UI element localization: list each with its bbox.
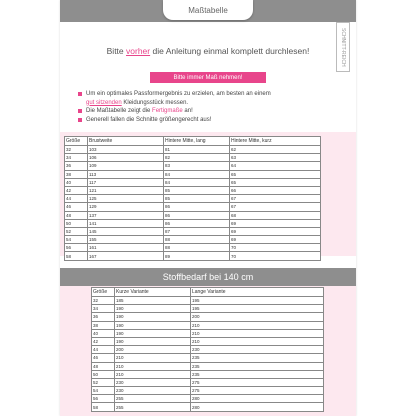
fabric-cell: 54: [92, 387, 115, 395]
measure-cell: 84: [164, 170, 230, 178]
bullet-square-icon: [78, 118, 82, 122]
fabric-cell: 40: [92, 329, 115, 337]
measure-cell: 62: [230, 146, 321, 154]
fabric-row: [92, 378, 324, 386]
measure-row: [65, 252, 321, 260]
measure-cell: 88: [164, 244, 230, 252]
fabric-cell: 210: [115, 354, 191, 362]
measure-cell: 52: [65, 227, 88, 235]
fabric-cell: 58: [92, 403, 115, 411]
fabric-cell: 46: [92, 354, 115, 362]
measure-cell: 113: [88, 170, 164, 178]
fabric-row: [92, 329, 324, 337]
measure-cell: 87: [164, 227, 230, 235]
bullet-2-post: an!: [182, 108, 193, 114]
fabric-cell: 210: [115, 362, 191, 370]
measure-cell: 103: [88, 146, 164, 154]
fabric-cell: 280: [191, 403, 324, 411]
fabric-cell: 200: [115, 346, 191, 354]
measure-cell: 106: [88, 154, 164, 162]
measure-cell: 56: [65, 244, 88, 252]
measure-table: [64, 136, 321, 261]
measure-cell: 161: [88, 244, 164, 252]
bullet-2-pre: Die Maßtabelle zeigt die: [86, 108, 153, 114]
measure-row: [65, 244, 321, 252]
fabric-section-title: Stoffbedarf bei 140 cm: [60, 268, 356, 286]
measure-header-back-short: Hintere Mitte, kurz: [230, 137, 321, 146]
measure-header-back-long: Hintere Mitte, lang: [164, 137, 230, 146]
intro-highlight: vorher: [126, 46, 151, 56]
fabric-cell: 36: [92, 313, 115, 321]
bullet-item-1-cont: [78, 99, 308, 108]
fabric-table: [91, 287, 324, 412]
measure-cell: 65: [230, 178, 321, 186]
measure-cell: 67: [230, 203, 321, 211]
measure-row: [65, 236, 321, 244]
bullet-item-3: [78, 116, 308, 125]
measure-row: [65, 178, 321, 186]
measure-cell: 48: [65, 211, 88, 219]
measure-cell: 85: [164, 186, 230, 194]
fabric-cell: 195: [191, 297, 324, 305]
measure-row: [65, 227, 321, 235]
fabric-cell: 200: [191, 313, 324, 321]
measure-cell: 83: [164, 162, 230, 170]
bullet-2-highlight: Fertigmaße: [152, 108, 183, 114]
measure-cell: 69: [230, 236, 321, 244]
measure-row: [65, 219, 321, 227]
fabric-cell: 275: [191, 387, 324, 395]
brand-logo: SCHNITT-REICH: [336, 22, 350, 72]
measure-cell: 65: [230, 170, 321, 178]
fabric-cell: 32: [92, 297, 115, 305]
measure-cell: 69: [230, 227, 321, 235]
measure-cell: 155: [88, 236, 164, 244]
measure-row: [65, 211, 321, 219]
bullet-item-1: [78, 90, 308, 99]
measure-cell: 34: [65, 154, 88, 162]
fabric-cell: 190: [115, 305, 191, 313]
fabric-cell: 48: [92, 362, 115, 370]
fabric-cell: 275: [191, 378, 324, 386]
measure-cell: 42: [65, 186, 88, 194]
intro-post: die Anleitung einmal komplett durchlesen!: [150, 46, 310, 56]
fabric-cell: 195: [191, 305, 324, 313]
intro-text: [60, 46, 356, 56]
measure-cell: 129: [88, 203, 164, 211]
fabric-cell: 235: [191, 354, 324, 362]
measure-cell: 66: [230, 186, 321, 194]
document-page: [60, 0, 356, 416]
measure-cell: 70: [230, 244, 321, 252]
measure-cell: 145: [88, 227, 164, 235]
measure-cell: 121: [88, 186, 164, 194]
fabric-row: [92, 346, 324, 354]
measure-row: [65, 203, 321, 211]
measure-cell: 167: [88, 252, 164, 260]
fabric-cell: 190: [115, 337, 191, 345]
fabric-cell: 235: [191, 370, 324, 378]
bullet-square-icon: [78, 92, 82, 96]
page-title: Maßtabelle: [163, 0, 253, 20]
measure-cell: 67: [230, 195, 321, 203]
fabric-cell: 210: [191, 329, 324, 337]
measure-cell: 85: [164, 195, 230, 203]
measure-cell: 86: [164, 203, 230, 211]
measure-cell: 44: [65, 195, 88, 203]
fabric-cell: 190: [115, 329, 191, 337]
fabric-cell: 50: [92, 370, 115, 378]
bullet-3-text: Generell fallen die Schnitte größengerecht aus!: [86, 116, 212, 123]
notice-banner: Bitte immer Maß nehmen!: [150, 72, 266, 83]
measure-cell: 50: [65, 219, 88, 227]
bullet-list: [78, 90, 308, 124]
fabric-cell: 38: [92, 321, 115, 329]
fabric-header-short: Kurze Variante: [115, 288, 191, 297]
fabric-header-size: Größe: [92, 288, 115, 297]
intro-pre: Bitte: [106, 46, 127, 56]
fabric-cell: 190: [115, 313, 191, 321]
fabric-row: [92, 297, 324, 305]
measure-cell: 40: [65, 178, 88, 186]
bullet-square-icon: [78, 109, 82, 113]
measure-cell: 86: [164, 211, 230, 219]
bullet-1-highlight: gut sitzenden: [86, 99, 122, 106]
measure-header-chest: Brustweite: [88, 137, 164, 146]
fabric-row: [92, 305, 324, 313]
measure-cell: 125: [88, 195, 164, 203]
measure-row: [65, 146, 321, 154]
fabric-row: [92, 321, 324, 329]
measure-cell: 137: [88, 211, 164, 219]
fabric-cell: 56: [92, 395, 115, 403]
measure-cell: 84: [164, 178, 230, 186]
measure-cell: 32: [65, 146, 88, 154]
measure-cell: 54: [65, 236, 88, 244]
fabric-row: [92, 387, 324, 395]
measure-cell: 64: [230, 162, 321, 170]
bullet-item-2: [78, 107, 308, 116]
measure-row: [65, 195, 321, 203]
fabric-cell: 210: [191, 321, 324, 329]
bullet-1-rest: Kleidungsstück messen.: [121, 99, 189, 106]
fabric-cell: 255: [115, 395, 191, 403]
measure-cell: 46: [65, 203, 88, 211]
measure-cell: 88: [164, 236, 230, 244]
measure-cell: 81: [164, 146, 230, 154]
fabric-cell: 52: [92, 378, 115, 386]
measure-row: [65, 186, 321, 194]
measure-row: [65, 162, 321, 170]
measure-cell: 109: [88, 162, 164, 170]
measure-cell: 38: [65, 170, 88, 178]
measure-cell: 89: [164, 252, 230, 260]
fabric-cell: 44: [92, 346, 115, 354]
bullet-1-line1: Um ein optimales Passformergebnis zu erzielen, am besten an einem: [86, 91, 271, 97]
fabric-cell: 235: [191, 362, 324, 370]
fabric-cell: 230: [191, 346, 324, 354]
fabric-row: [92, 313, 324, 321]
measure-cell: 70: [230, 252, 321, 260]
fabric-cell: 190: [115, 321, 191, 329]
measure-cell: 117: [88, 178, 164, 186]
fabric-row: [92, 362, 324, 370]
fabric-header-long: Lange Variante: [191, 288, 324, 297]
measure-cell: 58: [65, 252, 88, 260]
fabric-cell: 210: [191, 337, 324, 345]
measure-cell: 36: [65, 162, 88, 170]
measure-cell: 82: [164, 154, 230, 162]
measure-cell: 141: [88, 219, 164, 227]
fabric-row: [92, 395, 324, 403]
fabric-cell: 210: [115, 370, 191, 378]
fabric-cell: 255: [115, 403, 191, 411]
fabric-cell: 42: [92, 337, 115, 345]
fabric-row: [92, 354, 324, 362]
fabric-cell: 34: [92, 305, 115, 313]
measure-row: [65, 154, 321, 162]
fabric-cell: 280: [191, 395, 324, 403]
fabric-row: [92, 403, 324, 411]
fabric-row: [92, 337, 324, 345]
measure-row: [65, 170, 321, 178]
measure-cell: 69: [230, 219, 321, 227]
fabric-cell: 185: [115, 297, 191, 305]
fabric-row: [92, 370, 324, 378]
measure-cell: 68: [230, 211, 321, 219]
fabric-cell: 230: [115, 378, 191, 386]
measure-cell: 86: [164, 219, 230, 227]
measure-header-size: Größe: [65, 137, 88, 146]
measure-cell: 63: [230, 154, 321, 162]
fabric-cell: 230: [115, 387, 191, 395]
